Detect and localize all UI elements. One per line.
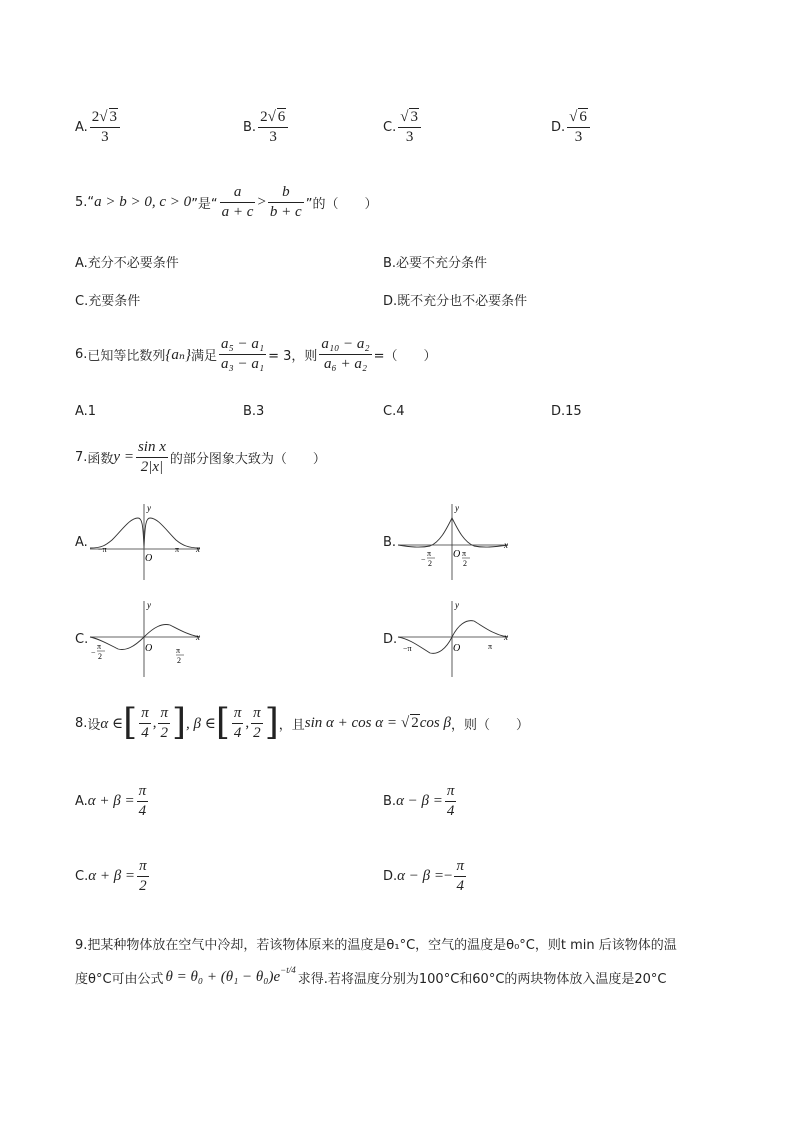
tick-left-pi: π xyxy=(97,642,102,651)
q7-stem: 7. 函数 y = $\frac{\text{sin x}}{2|x|}$ 的部分图象大致为（ ） xyxy=(75,439,326,475)
q7-fraction: $\frac{\text{sin x}}{2|x|}$ xyxy=(137,439,166,475)
tick-neg-pi: −π xyxy=(98,545,107,554)
tick-right-pi: π xyxy=(462,549,467,558)
q7-graph-d-label: D. xyxy=(383,632,398,647)
axis-y-label: y xyxy=(455,503,459,513)
q4-option-a: A. $\frac{2√ 3}{3}$ xyxy=(75,108,122,147)
q6-option-a: A.1 xyxy=(75,404,97,419)
tick-left-2: 2 xyxy=(98,652,102,661)
q5-option-b: B.必要不充分条件 xyxy=(383,256,488,271)
q6-stem: 6. 已知等比数列 {aₙ} 满足 $\frac{\text{a₅ − a₁}}{\text{a₃ − a₁}}$ = 3，则 $\frac{\text{a₁₀ − a₂}}{\text{a₆ + a₂}}$ =（ ） xyxy=(75,336,437,372)
tick-right-pi: π xyxy=(176,646,181,655)
tick-right-2: 2 xyxy=(463,559,467,568)
axis-x-label: x xyxy=(504,540,508,550)
q7-graph-c-label: C. xyxy=(75,632,89,647)
origin-label: O xyxy=(145,643,153,654)
q8-stem: 8. 设 α ∈ [ $\frac{\pi}{4}$ , $\frac{\pi}{2}$ ] , β ∈ [ $\frac{\pi}{4}$ , $\frac{\pi}{2}$ ] ，且 sin α + cos α = √ 2 cos β ，则（ ） xyxy=(75,702,529,743)
q7-graph-b xyxy=(396,500,516,582)
curve xyxy=(90,518,200,548)
tick-pi: π xyxy=(175,545,180,554)
q5-fraction-a: $\frac{a}{a + c}$ xyxy=(221,184,254,220)
q4-option-a-fraction: $\frac{2√ 3}{3}$ xyxy=(90,108,120,147)
q6-fraction-1: $\frac{\text{a₅ − a₁}}{\text{a₃ − a₁}}$ xyxy=(221,336,265,372)
q6-fraction-2: $\frac{\text{a₁₀ − a₂}}{\text{a₆ + a₂}}$ xyxy=(321,336,370,372)
q7-graph-d xyxy=(396,597,516,679)
q4-option-d-fraction: $\frac{√ 6}{3}$ xyxy=(567,108,590,147)
axis-y-label: y xyxy=(147,503,151,513)
q7-graph-a-label: A. xyxy=(75,535,88,550)
axis-x-label: x xyxy=(196,632,200,642)
q8-option-d: D. α − β = − $\frac{\pi}{4}$ xyxy=(383,858,464,894)
q8-pi-over-4-b: $\frac{\pi}{4}$ xyxy=(233,704,242,741)
tick-left-pi: π xyxy=(427,549,432,558)
q7-graph-c xyxy=(88,597,208,679)
curve xyxy=(398,518,508,547)
q4-option-c: C. $\frac{√ 3}{3}$ xyxy=(383,108,423,147)
q5-option-c: C.充要条件 xyxy=(75,294,141,309)
tick-minus: − xyxy=(421,555,426,564)
q4-option-d: D. $\frac{√ 6}{3}$ xyxy=(551,108,592,147)
q5-option-a: A.充分不必要条件 xyxy=(75,256,179,271)
tick-left-2: 2 xyxy=(428,559,432,568)
tick-neg-pi: −π xyxy=(403,644,412,653)
tick-minus: − xyxy=(91,648,96,657)
q4-option-b: B. $\frac{2√ 6}{3}$ xyxy=(243,108,290,147)
q4-option-c-fraction: $\frac{√ 3}{3}$ xyxy=(398,108,421,147)
q5-fraction-b: $\frac{b}{b + c}$ xyxy=(269,184,302,220)
q8-pi-over-2-b: $\frac{\pi}{2}$ xyxy=(253,704,261,741)
q9-line-2: 度θ°C可由公式 θ = θ₀ + (θ₁ − θ₀)e $^{-t/4}$ 求得.若将温度分别为100°C和60°C的两块物体放入温度是20°C xyxy=(75,964,667,987)
q8-pi-over-4: $\frac{\pi}{4}$ xyxy=(141,704,149,741)
origin-label: O xyxy=(453,549,461,560)
q8-option-c: C. α + β = $\frac{\pi}{2}$ xyxy=(75,858,147,894)
tick-pi: π xyxy=(488,642,493,651)
tick-right-2: 2 xyxy=(177,656,181,665)
q6-option-b: B.3 xyxy=(243,404,265,419)
axis-x-label: x xyxy=(196,544,200,554)
q8-option-a: A. α + β = $\frac{\pi}{4}$ xyxy=(75,783,147,819)
axis-y-label: y xyxy=(455,600,459,610)
origin-label: O xyxy=(453,643,461,654)
q6-option-d: D.15 xyxy=(551,404,582,419)
origin-label: O xyxy=(145,553,153,564)
q8-option-b: B. α − β = $\frac{\pi}{4}$ xyxy=(383,783,455,819)
q7-graph-b-label: B. xyxy=(383,535,397,550)
q6-option-c: C.4 xyxy=(383,404,405,419)
axis-x-label: x xyxy=(504,632,508,642)
q5-option-d: D.既不充分也不必要条件 xyxy=(383,294,528,309)
axis-y-label: y xyxy=(147,600,151,610)
q9-line-1: 9.把某种物体放在空气中冷却，若该物体原来的温度是θ₁°C，空气的温度是θ₀°C，则t min 后该物体的温 xyxy=(75,938,677,953)
q7-graph-a xyxy=(88,500,208,582)
q5-stem: 5. “ a > b > 0, c > 0 ”是“ $\frac{a}{a + c}$ > $\frac{b}{b + c}$ ”的（ ） xyxy=(75,184,378,220)
q4-option-b-fraction: $\frac{2√ 6}{3}$ xyxy=(258,108,288,147)
q8-pi-over-2: $\frac{\pi}{2}$ xyxy=(160,704,168,741)
